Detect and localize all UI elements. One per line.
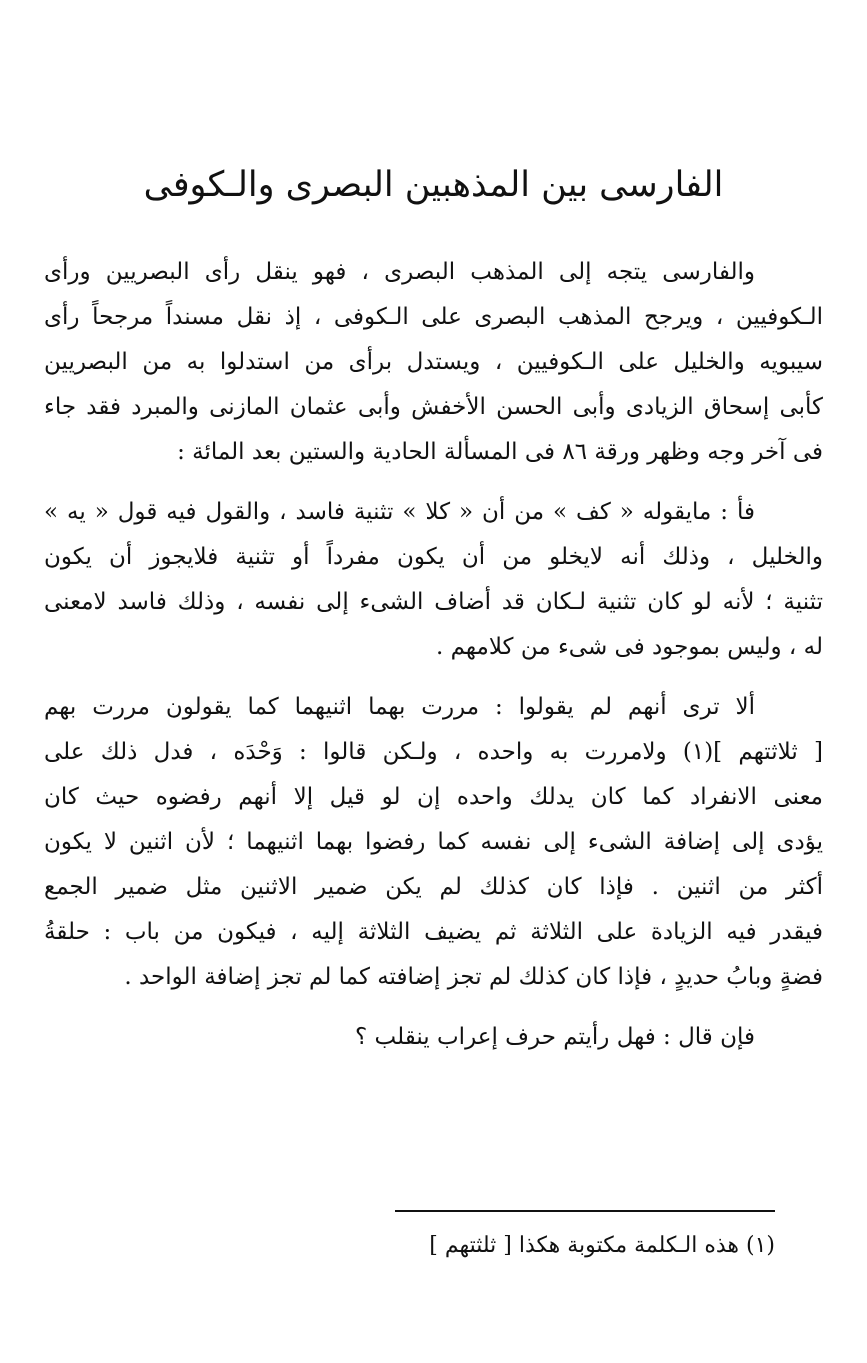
paragraph-3 (44, 685, 823, 1000)
paragraph-2 (44, 490, 823, 670)
text-line: له ، وليس بموجود فى شىء من كلامهم . (435, 634, 823, 660)
text-line: معنى الانفراد كما كان يدلك واحده إن لو قيل إلا أنهم رفضوه حيث كان (44, 784, 823, 810)
text-line: تثنية ؛ لأنه لو كان تثنية لـكان قد أضاف الشىء إلى نفسه ، وذلك فاسد لامعنى (44, 589, 823, 615)
page-title: الفارسى بين المذهبين البصرى والـكوفى (143, 165, 724, 205)
text-line: سيبويه والخليل على الـكوفيين ، ويستدل برأى من استدلوا به من البصريين (44, 349, 823, 375)
paragraph-4 (44, 1015, 823, 1060)
text-line: فإن قال : فهل رأيتم حرف إعراب ينقلب ؟ (355, 1024, 755, 1050)
text-line: أكثر من اثنين . فإذا كان كذلك لم يكن ضمير الاثنين مثل ضمير الجمع (44, 874, 823, 900)
text-line: فأ : مايقوله « كف » من أن « كلا » تثنية فاسد ، والقول فيه قول « يه » (44, 499, 755, 525)
footnote: (١) هذه الـكلمة مكتوبة هكذا [ ثلثتهم ] (429, 1233, 775, 1258)
paragraph-1 (44, 250, 823, 475)
text-line: [ ثلاثتهم ](١) ولامررت به واحده ، ولـكن قالوا : وَحْدَه ، فدل ذلك على (44, 739, 823, 765)
text-line: الـكوفيين ، ويرجح المذهب البصرى على الـكوفى ، إذ نقل مسنداً مرجحاً رأى (44, 304, 823, 330)
text-line: فى آخر وجه وظهر ورقة ٨٦ فى المسألة الحادية والستين بعد المائة : (177, 439, 823, 465)
text-line: يؤدى إلى إضافة الشىء إلى نفسه كما رفضوا بهما اثنيهما ؛ لأن اثنين لا يكون (44, 829, 823, 855)
text-line: والخليل ، وذلك أنه لايخلو من أن يكون مفرداً أو تثنية فلايجوز أن يكون (44, 544, 823, 570)
text-line: ألا ترى أنهم لم يقولوا : مررت بهما اثنيهما كما يقولون مررت بهم (44, 694, 755, 720)
text-line: فضةٍ وبابُ حديدٍ ، فإذا كان كذلك لم تجز إضافته كما لم تجز إضافة الواحد . (124, 964, 823, 990)
text-line: كأبى إسحاق الزيادى وأبى الحسن الأخفش وأبى عثمان المازنى والمبرد فقد جاء (44, 394, 823, 420)
text-line: فيقدر فيه الزيادة على الثلاثة ثم يضيف الثلاثة إليه ، فيكون من باب : حلقةُ (44, 919, 823, 945)
footnote-divider (395, 1210, 775, 1212)
text-line: والفارسى يتجه إلى المذهب البصرى ، فهو ينقل رأى البصريين ورأى (44, 259, 755, 285)
